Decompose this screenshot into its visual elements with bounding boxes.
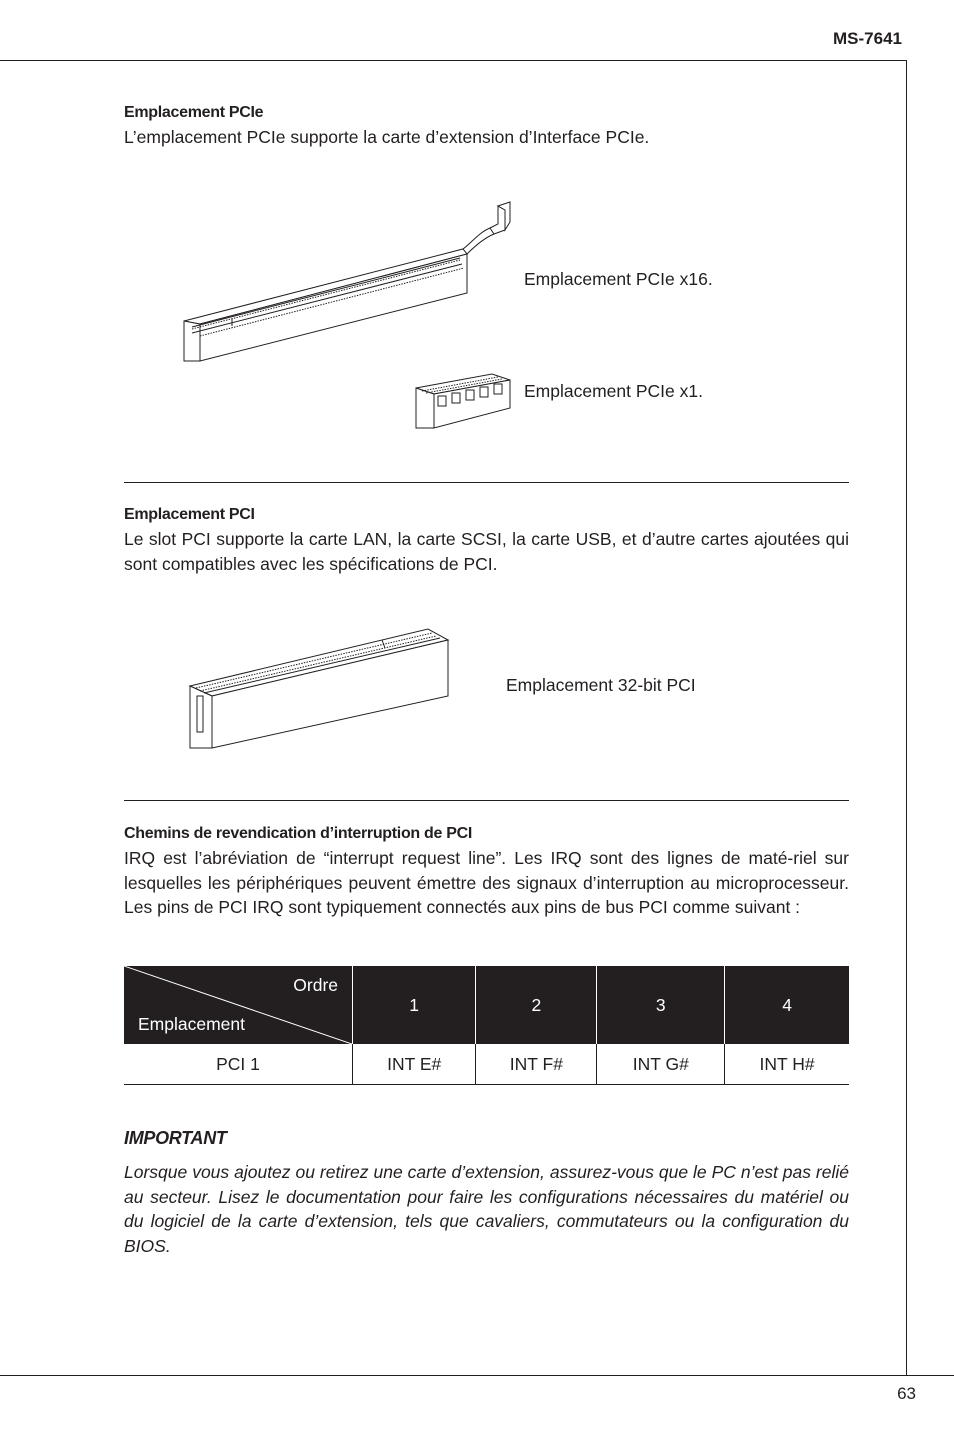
irq-table-header-row xyxy=(124,966,849,1044)
pcie-x16-slot-illustration xyxy=(180,196,520,366)
page-number: 63 xyxy=(897,1384,916,1403)
pcie-section xyxy=(124,103,849,150)
section-divider-1 xyxy=(124,482,849,483)
model-number: MS-7641 xyxy=(833,29,902,48)
irq-title: Chemins de revendication d’interruption de PCI xyxy=(124,825,473,842)
footer-rule xyxy=(0,1375,954,1376)
irq-table-col-1: 1 xyxy=(353,966,476,1044)
pcie-x16-label: Emplacement PCIe x16. xyxy=(524,269,713,289)
pcie-title: Emplacement PCIe xyxy=(124,104,264,121)
section-divider-2 xyxy=(124,800,849,801)
pcie-description: L’emplacement PCIe supporte la carte d’extension d’Interface PCIe. xyxy=(124,127,650,147)
important-title: IMPORTANT xyxy=(124,1128,227,1148)
irq-table-slot-label: Emplacement xyxy=(138,1014,245,1034)
pci-label: Emplacement 32-bit PCI xyxy=(506,675,696,695)
irq-table-col-3: 3 xyxy=(597,966,725,1044)
pcie-x1-label: Emplacement PCIe x1. xyxy=(524,381,703,401)
table-row xyxy=(124,1044,849,1085)
irq-table-cell: INT F# xyxy=(476,1044,597,1085)
irq-section xyxy=(124,824,849,920)
irq-table-col-2: 2 xyxy=(476,966,597,1044)
header-rule xyxy=(0,60,907,61)
irq-table-corner-cell xyxy=(124,966,353,1044)
pcie-x1-slot-illustration xyxy=(412,370,514,432)
pci-description: Le slot PCI supporte la carte LAN, la carte SCSI, la carte USB, et d’autre cartes ajoutées qui sont compatibles avec les spécifications de PCI. xyxy=(124,529,849,574)
irq-table-col-4: 4 xyxy=(725,966,849,1044)
side-rule xyxy=(906,60,907,1376)
irq-table-cell: INT H# xyxy=(725,1044,849,1085)
pci-section xyxy=(124,505,849,576)
irq-table-slot-name: PCI 1 xyxy=(124,1044,353,1085)
irq-table xyxy=(124,966,849,1085)
pci-title: Emplacement PCI xyxy=(124,506,255,523)
irq-table-order-label: Ordre xyxy=(293,975,338,995)
irq-description: IRQ est l’abréviation de “interrupt request line”. Les IRQ sont des lignes de maté-riel sur lesquelles les périphériques peuvent émettre des signaux d’interruption au microprocesseur. Les pins de PCI IRQ sont typiquement connectés aux pins de bus PCI comme suivant : xyxy=(124,848,849,917)
irq-table-cell: INT E# xyxy=(353,1044,476,1085)
pci-slot-illustration xyxy=(186,624,454,754)
important-text: Lorsque vous ajoutez ou retirez une carte d’extension, assurez-vous que le PC n’est pas relié au secteur. Lisez le documentation pour faire les configurations nécessaires du matériel ou du logiciel de la carte d’extension, tels que cavaliers, commutateurs ou la configuration du BIOS. xyxy=(124,1162,849,1256)
irq-table-cell: INT G# xyxy=(597,1044,725,1085)
